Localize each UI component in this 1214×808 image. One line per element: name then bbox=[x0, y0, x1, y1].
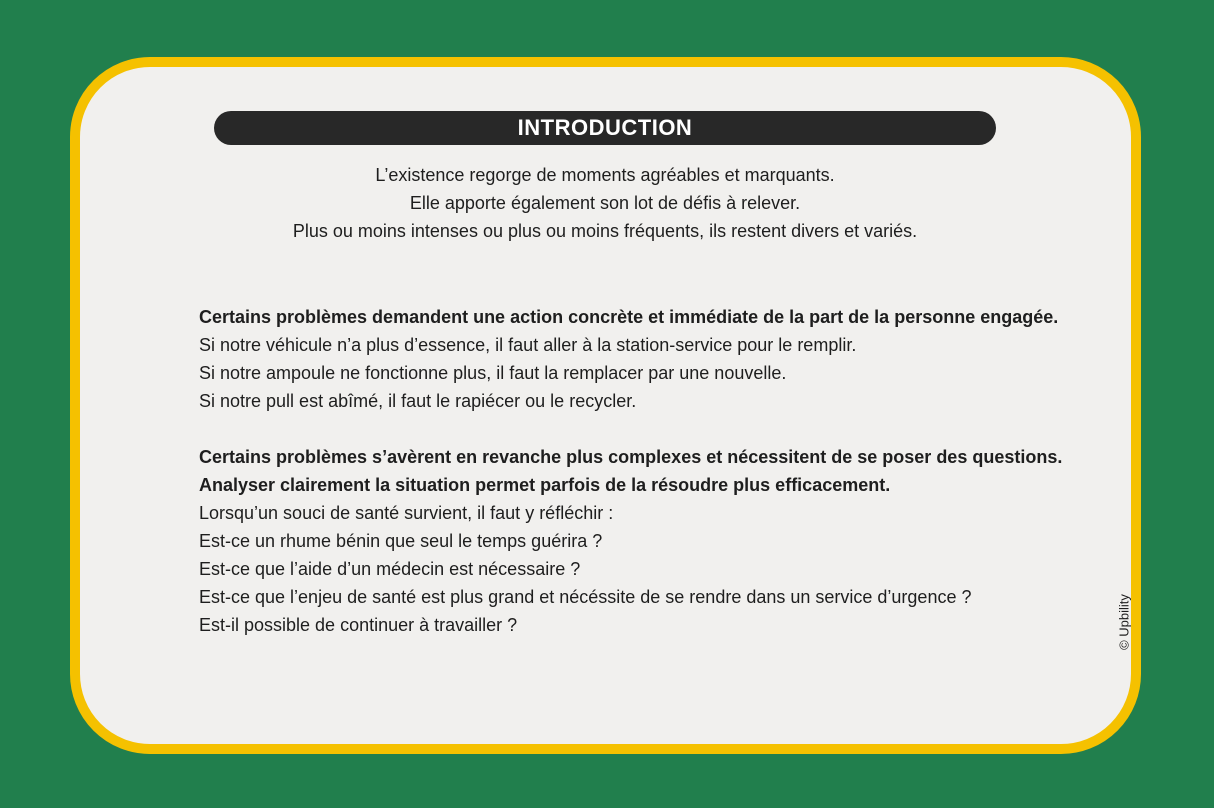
section2-line: Est-ce que l’aide d’un médecin est nécessaire ? bbox=[199, 559, 581, 579]
section2-heading: Analyser clairement la situation permet parfois de la résoudre plus efficacement. bbox=[199, 475, 891, 495]
intro-line: Elle apporte également son lot de défis à relever. bbox=[409, 193, 801, 213]
section2-line: Lorsqu’un souci de santé survient, il faut y réfléchir : bbox=[199, 503, 614, 523]
copyright: © Upbility bbox=[1116, 594, 1132, 650]
body-text bbox=[199, 303, 1079, 639]
section1-line: Si notre pull est abîmé, il faut le rapiécer ou le recycler. bbox=[199, 391, 637, 411]
section1-heading: Certains problèmes demandent une action concrète et immédiate de la part de la personne engagée. bbox=[199, 307, 1059, 327]
page-title: INTRODUCTION bbox=[214, 111, 996, 145]
section2-line: Est-ce que l’enjeu de santé est plus grand et nécéssite de se rendre dans un service d’urgence ? bbox=[199, 587, 972, 607]
section2-line: Est-ce un rhume bénin que seul le temps guérira ? bbox=[199, 531, 603, 551]
section2-heading: Certains problèmes s’avèrent en revanche plus complexes et nécessitent de se poser des questions. bbox=[199, 447, 1063, 467]
section2-line: Est-il possible de continuer à travailler ? bbox=[199, 615, 518, 635]
section1-line: Si notre véhicule n’a plus d’essence, il faut aller à la station-service pour le remplir. bbox=[199, 335, 857, 355]
intro-paragraph bbox=[214, 161, 996, 245]
intro-line: L’existence regorge de moments agréables et marquants. bbox=[375, 165, 835, 185]
intro-line: Plus ou moins intenses ou plus ou moins fréquents, ils restent divers et variés. bbox=[292, 221, 918, 241]
section1-line: Si notre ampoule ne fonctionne plus, il faut la remplacer par une nouvelle. bbox=[199, 363, 787, 383]
